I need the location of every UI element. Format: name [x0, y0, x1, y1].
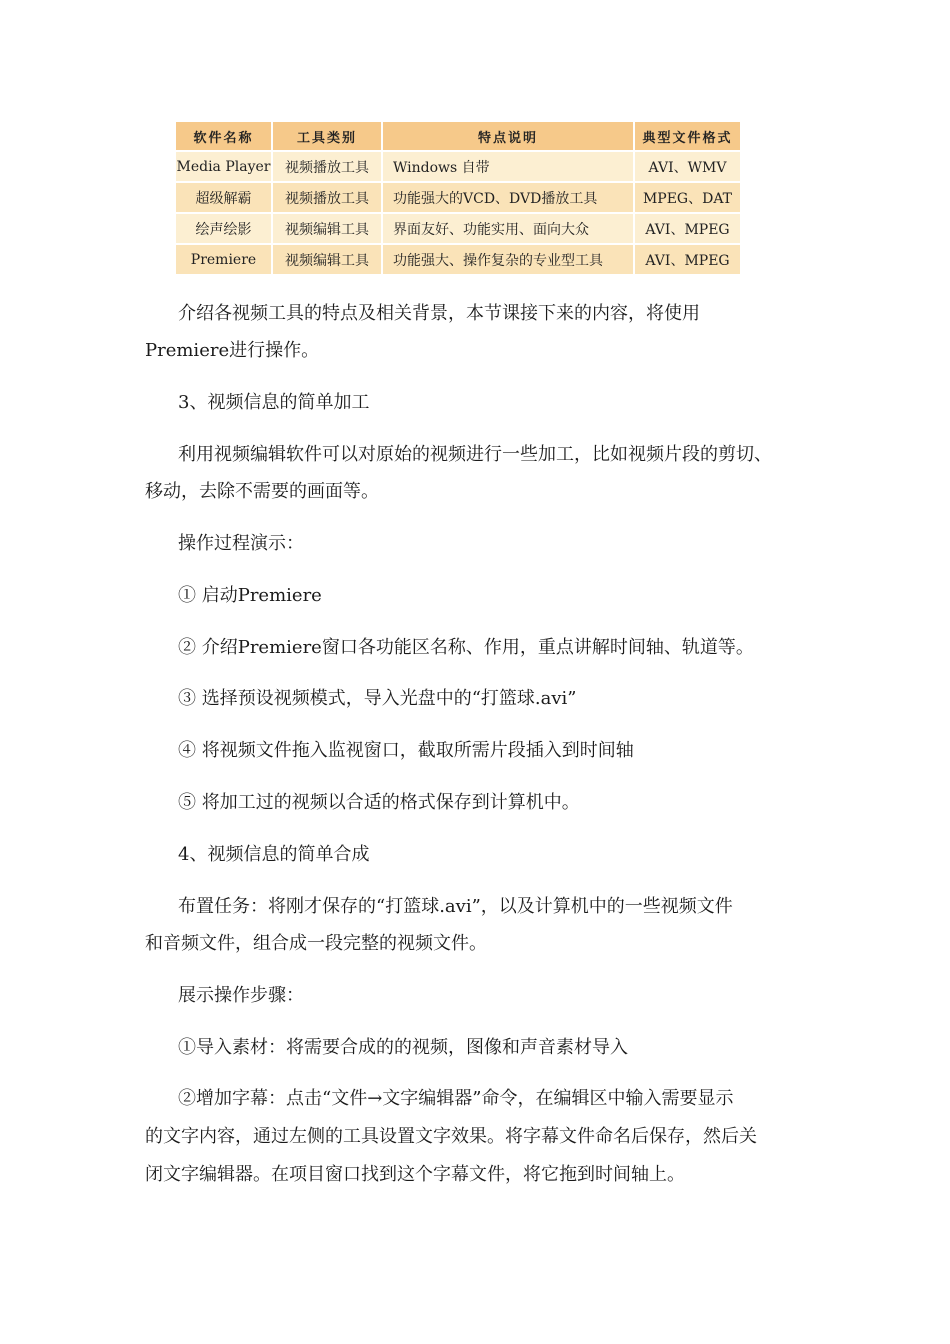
text-line: 布置任务：将刚才保存的“打篮球.avi”，以及计算机中的一些视频文件 [178, 896, 733, 917]
text-line: 利用视频编辑软件可以对原始的视频进行一些加工，比如视频片段的剪切、 [178, 444, 772, 465]
text-line: 和音频文件，组合成一段完整的视频文件。 [145, 933, 487, 954]
table-cell: AVI、MPEG [634, 213, 740, 244]
software-table-grid [176, 122, 740, 274]
step-3 [145, 680, 825, 717]
table-cell: 视频编辑工具 [272, 244, 382, 274]
table-cell: Premiere [176, 244, 272, 274]
text-line: ① 启动Premiere [178, 585, 322, 606]
paragraph-edit-cont [145, 473, 825, 510]
text-line: 的文字内容，通过左侧的工具设置文字效果。将字幕文件命名后保存，然后关 [145, 1126, 757, 1147]
text-line: ①导入素材：将需要合成的的视频，图像和声音素材导入 [178, 1037, 628, 1058]
text-line: 闭文字编辑器。在项目窗口找到这个字幕文件，将它拖到时间轴上。 [145, 1164, 685, 1185]
table-row [176, 213, 740, 244]
sub-step-2-cont2 [145, 1156, 825, 1193]
text-line: ②增加字幕：点击“文件→文字编辑器”命令，在编辑区中输入需要显示 [178, 1088, 734, 1109]
table-cell: Media Player [176, 151, 272, 182]
paragraph-demo [145, 525, 825, 562]
table-header-cell: 特点说明 [382, 122, 634, 151]
text-line: 3、视频信息的简单加工 [178, 392, 370, 413]
table-row [176, 244, 740, 274]
paragraph-intro-cont [145, 332, 825, 369]
table-cell: Windows 自带 [382, 151, 634, 182]
table-header-cell: 典型文件格式 [634, 122, 740, 151]
text-line: 介绍各视频工具的特点及相关背景，本节课接下来的内容，将使用 [178, 303, 700, 324]
step-2 [145, 629, 825, 666]
table-cell: 界面友好、功能实用、面向大众 [382, 213, 634, 244]
step-1 [145, 577, 825, 614]
sub-step-1 [145, 1029, 825, 1066]
table-cell: 视频编辑工具 [272, 213, 382, 244]
sub-step-2 [145, 1080, 825, 1117]
paragraph-intro [145, 295, 825, 332]
text-line: Premiere进行操作。 [145, 340, 320, 361]
text-line: 移动，去除不需要的画面等。 [145, 481, 379, 502]
table-cell: AVI、WMV [634, 151, 740, 182]
step-4 [145, 732, 825, 769]
section-heading-4 [145, 836, 825, 873]
step-5 [145, 784, 825, 821]
text-line: 操作过程演示： [178, 533, 304, 554]
text-line: ③ 选择预设视频模式，导入光盘中的“打篮球.avi” [178, 688, 577, 709]
table-cell: 超级解霸 [176, 182, 272, 213]
text-line: ② 介绍Premiere窗口各功能区名称、作用，重点讲解时间轴、轨道等。 [178, 637, 754, 658]
paragraph-task [145, 888, 825, 925]
table-row [176, 182, 740, 213]
text-line: ⑤ 将加工过的视频以合适的格式保存到计算机中。 [178, 792, 580, 813]
section-heading-3 [145, 384, 825, 421]
paragraph-show [145, 977, 825, 1014]
text-line: 4、视频信息的简单合成 [178, 844, 370, 865]
table-cell: 视频播放工具 [272, 151, 382, 182]
text-line: 展示操作步骤： [178, 985, 304, 1006]
table-row [176, 151, 740, 182]
table-header-cell: 软件名称 [176, 122, 272, 151]
text-line: ④ 将视频文件拖入监视窗口，截取所需片段插入到时间轴 [178, 740, 634, 761]
table-cell: 功能强大的VCD、DVD播放工具 [382, 182, 634, 213]
table-header-row [176, 122, 740, 151]
sub-step-2-cont [145, 1118, 825, 1155]
table-cell: MPEG、DAT [634, 182, 740, 213]
software-table [176, 122, 740, 267]
paragraph-edit [145, 436, 825, 473]
paragraph-task-cont [145, 925, 825, 962]
table-cell: 视频播放工具 [272, 182, 382, 213]
table-cell: AVI、MPEG [634, 244, 740, 274]
table-cell: 功能强大、操作复杂的专业型工具 [382, 244, 634, 274]
table-cell: 绘声绘影 [176, 213, 272, 244]
table-header-cell: 工具类别 [272, 122, 382, 151]
